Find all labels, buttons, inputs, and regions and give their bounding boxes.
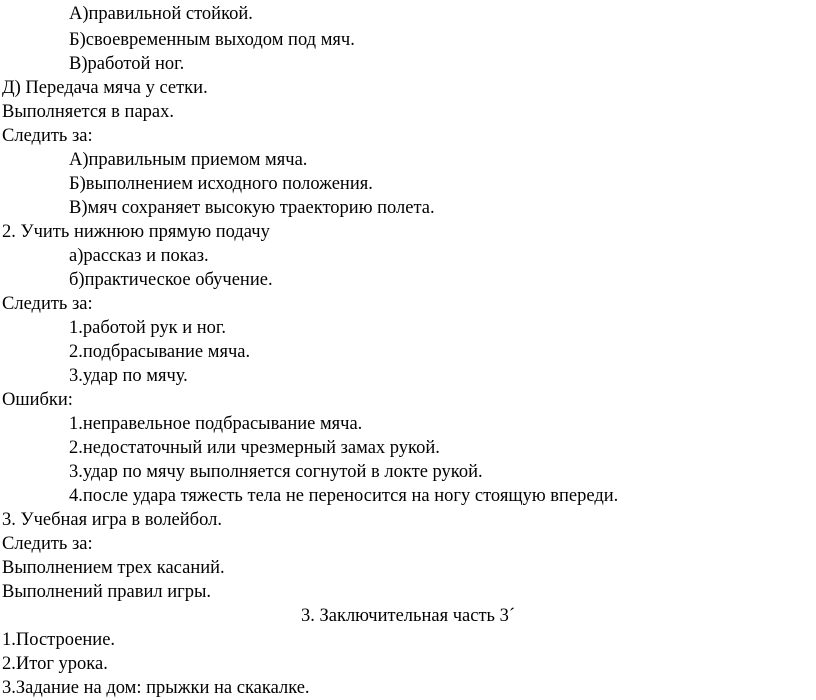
text-line: 1.работой рук и ног.	[69, 318, 227, 338]
section-heading: 2. Учить нижнюю прямую подачу	[2, 222, 270, 242]
text-line: Следить за:	[2, 534, 93, 554]
text-line: А)правильным приемом мяча.	[69, 150, 308, 170]
section-title: 3. Заключительная часть 3´	[300, 606, 515, 626]
text-line: 1.Построение.	[2, 630, 116, 650]
text-line: Следить за:	[2, 126, 93, 146]
text-line: Выполнений правил игры.	[2, 582, 211, 602]
text-line: 4.после удара тяжесть тела не переносится на ногу стоящую впереди.	[69, 486, 619, 506]
section-heading: Д) Передача мяча у сетки.	[2, 78, 208, 98]
text-line: В)мяч сохраняет высокую траекторию полета.	[69, 198, 435, 218]
text-line: б)практическое обучение.	[69, 270, 273, 290]
text-line: А)правильной стойкой.	[69, 4, 253, 24]
text-line: Следить за:	[2, 294, 93, 314]
text-line: 1.неправельное подбрасывание мяча.	[69, 414, 363, 434]
text-line: В)работой ног.	[69, 54, 185, 74]
text-line: а)рассказ и показ.	[69, 246, 209, 266]
text-line: 3.удар по мячу.	[69, 366, 188, 386]
text-line: Б)своевременным выходом под мяч.	[69, 30, 355, 50]
text-line: Б)выполнением исходного положения.	[69, 174, 373, 194]
text-line: Выполнением трех касаний.	[2, 558, 225, 578]
text-line: Выполняется в парах.	[2, 102, 174, 122]
text-line: 2.подбрасывание мяча.	[69, 342, 251, 362]
text-line: Ошибки:	[2, 390, 73, 410]
text-line: 2.Итог урока.	[2, 654, 108, 674]
text-line: 2.недостаточный или чрезмерный замах рукой.	[69, 438, 440, 458]
text-line: 3.Задание на дом: прыжки на скакалке.	[2, 678, 310, 698]
text-line: 3.удар по мячу выполняется согнутой в локте рукой.	[69, 462, 483, 482]
section-heading: 3. Учебная игра в волейбол.	[2, 510, 222, 530]
